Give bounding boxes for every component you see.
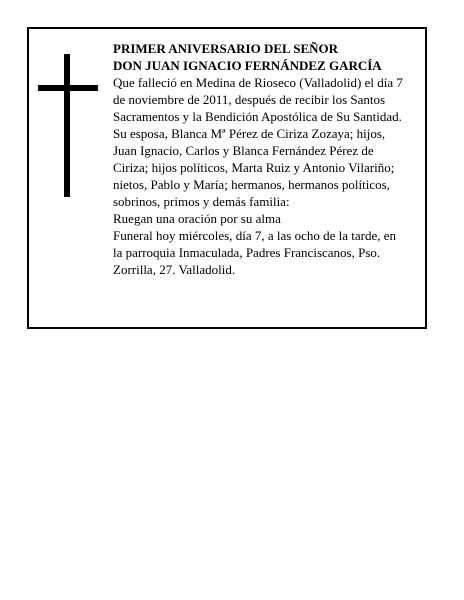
- cross-horizontal-bar: [38, 85, 98, 91]
- body-line-3: Sacramentos y la Bendición Apostólica de Su Santidad.: [113, 109, 402, 124]
- body-line-7: nietos, Pablo y María; hermanos, hermanos políticos,: [113, 177, 390, 192]
- heading-line-1: PRIMER ANIVERSARIO DEL SEÑOR: [113, 41, 339, 56]
- body-line-9: Ruegan una oración por su alma: [113, 211, 281, 226]
- body-line-10: Funeral hoy miércoles, día 7, a las ocho de la tarde, en: [113, 228, 397, 243]
- body-line-12: Zorrilla, 27. Valladolid.: [113, 262, 236, 277]
- obituary-text: [113, 40, 418, 278]
- cross-vertical-bar: [64, 54, 70, 197]
- heading-line-2: DON JUAN IGNACIO FERNÁNDEZ GARCÍA: [113, 58, 382, 73]
- body-line-11: la parroquia Inmaculada, Padres Franciscanos, Pso.: [113, 245, 381, 260]
- body-line-2: de noviembre de 2011, después de recibir los Santos: [113, 92, 386, 107]
- cross-icon: [38, 54, 98, 197]
- body-line-5: Juan Ignacio, Carlos y Blanca Fernández Pérez de: [113, 143, 374, 158]
- body-line-6: Ciriza; hijos políticos, Marta Ruiz y Antonio Vilariño;: [113, 160, 395, 175]
- body-line-8: sobrinos, primos y demás familia:: [113, 194, 290, 209]
- body-line-1: Que falleció en Medina de Rioseco (Valladolid) el día 7: [113, 75, 403, 90]
- body-line-4: Su esposa, Blanca Mª Pérez de Ciriza Zozaya; hijos,: [113, 126, 386, 141]
